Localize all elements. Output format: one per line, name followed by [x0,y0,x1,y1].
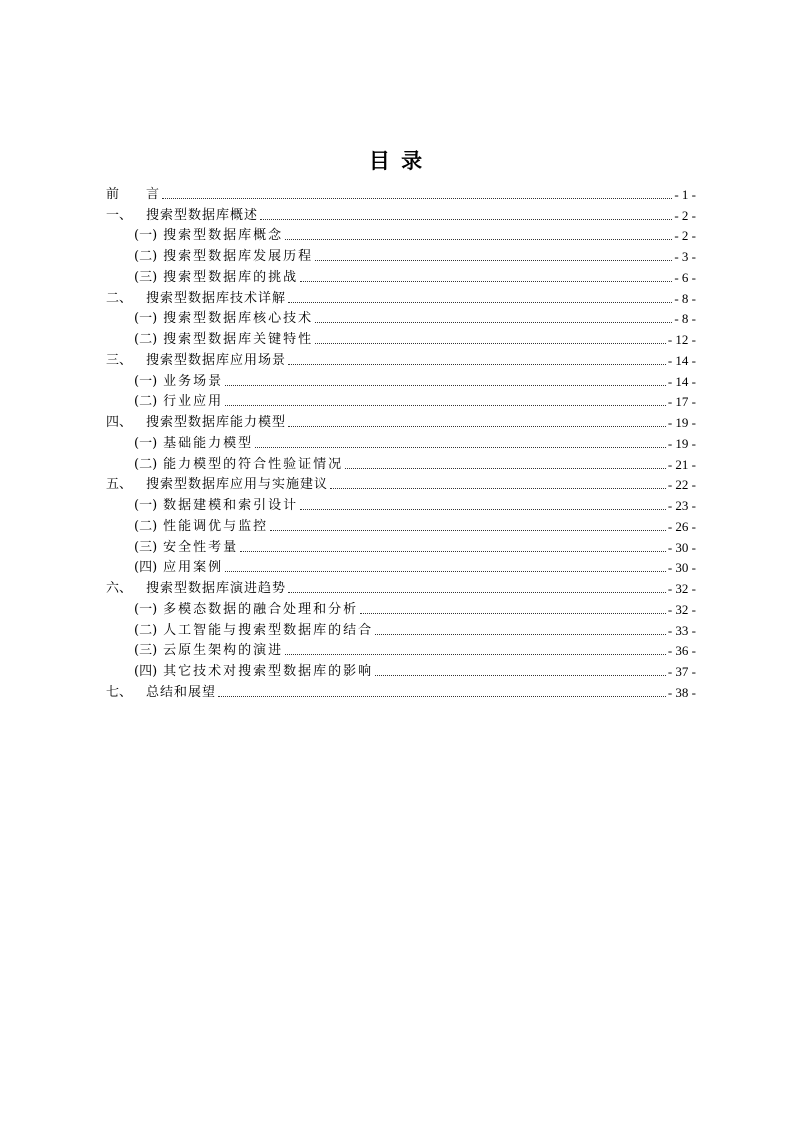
toc-section-entry[interactable] [106,597,696,618]
toc-entry-page-number: - 30 - [667,539,696,555]
dot-leader [375,633,666,635]
toc-chapter-entry[interactable] [106,203,696,224]
dot-leader [315,321,672,323]
toc-entry-page-number: - 36 - [667,643,696,659]
toc-entry-number: (三) [134,539,158,555]
toc-entry-page-number: - 6 - [674,269,696,285]
dot-leader [225,570,666,572]
toc-entry-label: 搜索型数据库核心技术 [163,311,314,327]
dot-leader [288,301,672,303]
toc-entry-number: (一) [134,311,158,327]
toc-section-entry[interactable] [106,244,696,265]
toc-entry-number: (二) [134,332,158,347]
toc-section-entry[interactable] [106,224,696,245]
toc-entry-number: 三、 [106,352,133,368]
toc-section-entry[interactable] [106,369,696,390]
toc-section-entry[interactable] [106,659,696,680]
dot-leader [162,197,672,199]
toc-entry-number: 四、 [106,415,133,430]
toc-entry-label: 业务场景 [163,373,224,389]
dot-leader [330,487,666,489]
toc-section-entry[interactable] [106,307,696,328]
toc-entry-number: (二) [134,622,158,638]
dot-leader [285,238,672,240]
toc-entry-number: (二) [134,249,158,264]
toc-entry-number: 一、 [106,207,133,223]
toc-entry-page-number: - 8 - [674,311,696,327]
toc-entry-number: 五、 [106,477,133,493]
toc-entry-number: (一) [134,601,158,617]
dot-leader [300,280,672,282]
toc-chapter-entry[interactable] [106,182,696,203]
toc-entry-label: 搜索型数据库应用场景 [146,352,287,368]
toc-entry-page-number: - 37 - [667,664,696,679]
toc-entry-number: 前 [106,186,120,202]
toc-entry-label: 人工智能与搜索型数据库的结合 [163,622,374,638]
toc-entry-page-number: - 32 - [667,601,696,617]
toc-entry-page-number: - 12 - [667,332,696,347]
toc-entry-number: (一) [134,498,158,513]
toc-section-entry[interactable] [106,265,696,286]
toc-entry-page-number: - 2 - [674,228,696,244]
dot-leader [225,384,666,386]
dot-leader [218,695,666,697]
dot-leader [345,467,666,469]
toc-section-entry[interactable] [106,556,696,577]
toc-section-entry[interactable] [106,514,696,535]
toc-entry-page-number: - 14 - [667,352,696,368]
toc-section-entry[interactable] [106,390,696,411]
toc-entry-number: (二) [134,394,158,410]
toc-entry-label: 总结和展望 [146,684,217,700]
toc-chapter-entry[interactable] [106,680,696,701]
toc-section-entry[interactable] [106,452,696,473]
dot-leader [375,674,666,676]
toc-entry-page-number: - 19 - [667,435,696,451]
toc-title: 目 录 [368,149,425,173]
toc-entry-page-number: - 8 - [674,290,696,306]
toc-entry-page-number: - 26 - [667,518,696,534]
toc-entry-page-number: - 21 - [667,456,696,472]
dot-leader [315,342,666,344]
toc-entry-number: (三) [134,643,158,659]
toc-entry-label: 多模态数据的融合处理和分析 [163,601,359,617]
dot-leader [270,529,666,531]
toc-entry-label: 行业应用 [163,394,224,410]
toc-entry-page-number: - 22 - [667,477,696,493]
dot-leader [288,591,666,593]
toc-entry-label: 能力模型的符合性验证情况 [163,456,344,472]
toc-entry-label: 搜索型数据库能力模型 [146,415,287,430]
toc-entry-label: 数据建模和索引设计 [163,498,299,513]
dot-leader [260,218,672,220]
toc-entry-label: 其它技术对搜索型数据库的影响 [163,664,374,679]
toc-entry-number: 六、 [106,581,133,596]
toc-entry-number: (一) [134,435,158,451]
dot-leader [288,363,666,365]
toc-chapter-entry[interactable] [106,473,696,494]
toc-entry-page-number: - 38 - [667,684,696,700]
toc-entry-page-number: - 17 - [667,394,696,410]
toc-entry-page-number: - 2 - [674,207,696,223]
toc-entry-label: 搜索型数据库技术详解 [146,290,287,306]
dot-leader [225,404,666,406]
toc-entry-number: 七、 [106,684,133,700]
toc-entry-label: 性能调优与监控 [163,518,269,534]
toc-entry-label: 云原生架构的演进 [163,643,284,659]
toc-entry-label: 搜索型数据库的挑战 [163,269,299,285]
toc-entry-label: 搜索型数据库概述 [146,207,259,223]
toc-entry-page-number: - 19 - [667,415,696,430]
dot-leader [360,612,666,614]
toc-entry-label: 搜索型数据库关键特性 [163,332,314,347]
dot-leader [300,508,666,510]
toc-entry-label: 应用案例 [163,560,224,576]
toc-entry-number: (四) [134,664,158,679]
toc-entry-page-number: - 33 - [667,622,696,638]
toc-entry-number: (一) [134,373,158,389]
toc-entry-number: (一) [134,228,158,244]
toc-chapter-entry[interactable] [106,576,696,597]
toc-chapter-entry[interactable] [106,348,696,369]
toc-entry-number: (二) [134,518,158,534]
toc-entry-label: 安全性考量 [163,539,239,555]
dot-leader [288,425,666,427]
toc-entry-page-number: - 3 - [674,249,696,264]
toc-section-entry[interactable] [106,431,696,452]
toc-chapter-entry[interactable] [106,410,696,431]
toc-entry-label: 搜索型数据库概念 [163,228,284,244]
toc-entry-label: 搜索型数据库应用与实施建议 [146,477,329,493]
toc-entry-page-number: - 30 - [667,560,696,576]
toc-section-entry[interactable] [106,618,696,639]
toc-section-entry[interactable] [106,535,696,556]
toc-entry-page-number: - 32 - [667,581,696,596]
dot-leader [240,550,666,552]
toc-section-entry[interactable] [106,327,696,348]
toc-entry-label: 搜索型数据库发展历程 [163,249,314,264]
toc-chapter-entry[interactable] [106,286,696,307]
dot-leader [285,653,666,655]
dot-leader [255,446,666,448]
toc-entry-label: 搜索型数据库演进趋势 [146,581,287,596]
toc-entry-number: 二、 [106,290,133,306]
toc-section-entry[interactable] [106,493,696,514]
toc-entry-page-number: - 23 - [667,498,696,513]
toc-entry-number: (三) [134,269,158,285]
toc-entry-number: (二) [134,456,158,472]
toc-entry-number: (四) [134,560,158,576]
toc-entry-label: 言 [146,186,161,202]
toc-entry-label: 基础能力模型 [163,435,254,451]
toc-entry-page-number: - 14 - [667,373,696,389]
table-of-contents [106,182,696,701]
toc-entry-page-number: - 1 - [674,186,696,202]
toc-section-entry[interactable] [106,639,696,660]
dot-leader [315,259,672,261]
